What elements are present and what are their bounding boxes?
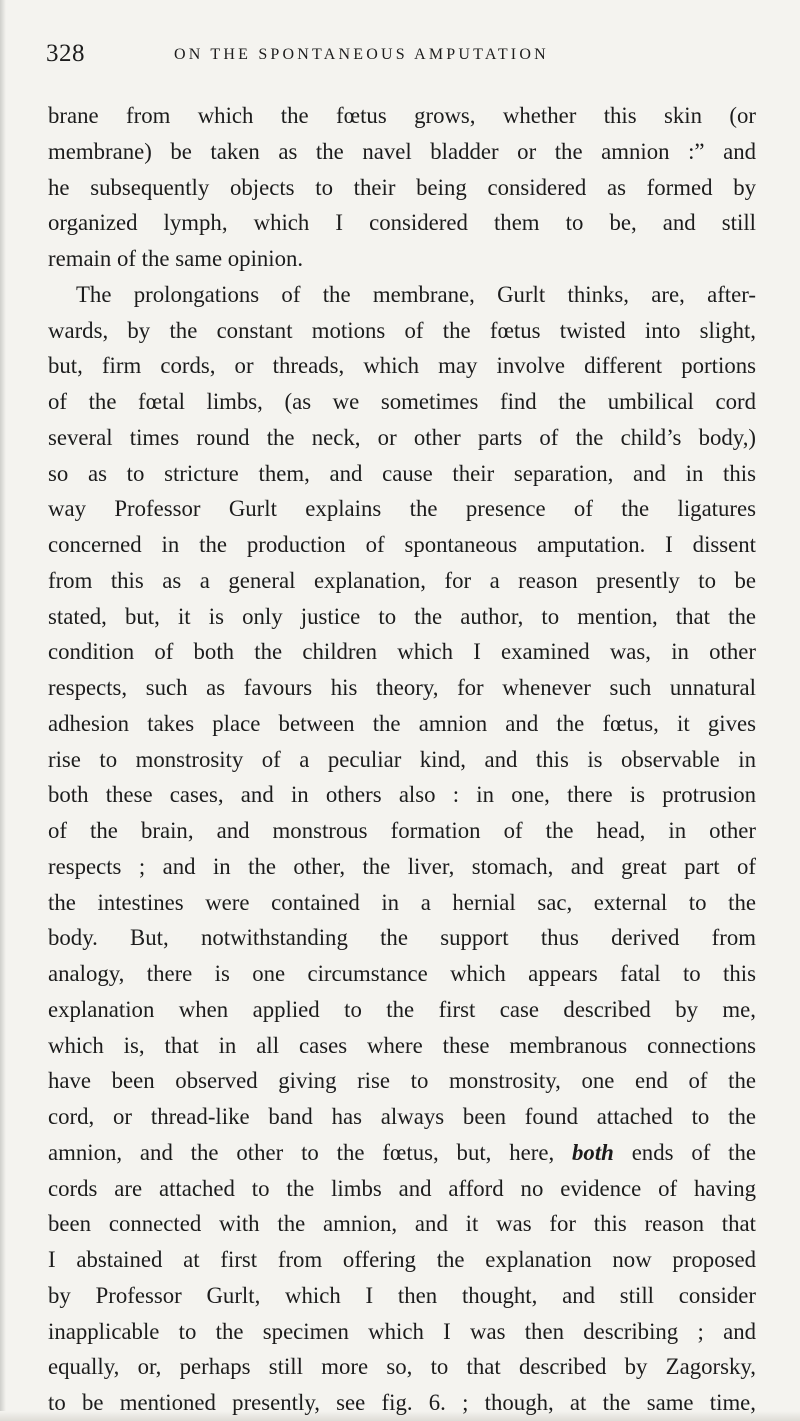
text-line: The prolongations of the membrane, Gurlt thinks, are, after- [76,281,756,307]
text-segment: ends of the [631,1139,757,1165]
text-line: concerned in the production of spontaneous amputation. I dissent [48,532,756,557]
running-head: ON THE SPONTANEOUS AMPUTATION [174,46,549,63]
text-line: cords are attached to the limbs and afford no evidence of having [48,1175,756,1201]
text-line: he subsequently objects to their being considered as formed by [48,174,756,200]
text-line: both these cases, and in others also : in one, there is protrusion [48,782,756,808]
text-line: to be mentioned presently, see fig. 6. ; though, at the same time, [48,1390,756,1415]
text-line: brane from which the fœtus grows, whether this skin (or [48,103,756,128]
text-line: inapplicable to the specimen which I was then describing ; and [48,1318,756,1344]
text-line: wards, by the constant motions of the fœtus twisted into slight, [48,317,756,343]
text-line: analogy, there is one circumstance which appears fatal to this [48,961,756,986]
text-segment: amnion, and the other to the fœtus, but, here, [48,1139,555,1165]
text-line: have been observed giving rise to monstrosity, one end of the [48,1068,756,1094]
text-line: respects, such as favours his theory, for whenever such unnatural [48,675,756,700]
paragraph-1 [48,98,756,277]
text-line: respects ; and in the other, the liver, stomach, and great part of [48,853,756,879]
text-line: been connected with the amnion, and it was for this reason that [48,1211,756,1237]
text-line: rise to monstrosity of a peculiar kind, and this is observable in [48,746,756,772]
text-line: condition of both the children which I examined was, in other [48,639,756,665]
text-line: way Professor Gurlt explains the presence of the ligatures [48,496,756,522]
text-line: by Professor Gurlt, which I then thought, and still consider [48,1282,756,1308]
page-gutter-shadow [0,0,6,1421]
text-line: which is, that in all cases where these membranous connections [48,1032,756,1058]
text-line: so as to stricture them, and cause their separation, and in this [48,460,756,486]
text-line-with-emphasis [48,1135,756,1171]
text-line: remain of the same opinion. [48,246,304,271]
text-line: I abstained at first from offering the explanation now proposed [48,1247,756,1272]
page-number: 328 [46,40,85,67]
text-line: explanation when applied to the first case described by me, [48,996,756,1022]
text-line: organized lymph, which I considered them to be, and still [48,210,756,236]
text-line: equally, or, perhaps still more so, to that described by Zagorsky, [48,1354,756,1380]
text-line: adhesion takes place between the amnion and the fœtus, it gives [48,710,756,736]
page-header [46,40,756,70]
text-line: but, firm cords, or threads, which may involve different portions [48,353,756,379]
text-line: the intestines were contained in a hernial sac, external to the [48,889,756,915]
text-line: several times round the neck, or other parts of the child’s body,) [48,424,756,450]
text-line: of the brain, and monstrous formation of the head, in other [48,818,756,843]
text-line: membrane) be taken as the navel bladder or the amnion :” and [48,138,756,164]
emphasized-word: both [572,1139,614,1165]
text-line: body. But, notwithstanding the support thus derived from [48,925,756,951]
paragraph-2 [48,277,756,1421]
text-line: stated, but, it is only justice to the author, to mention, that the [48,603,756,629]
text-line: from this as a general explanation, for a reason presently to be [48,567,756,593]
body-text [48,98,756,1421]
text-line: of the fœtal limbs, (as we sometimes find the umbilical cord [48,389,756,414]
text-line: cord, or thread-like band has always been found attached to the [48,1104,756,1129]
